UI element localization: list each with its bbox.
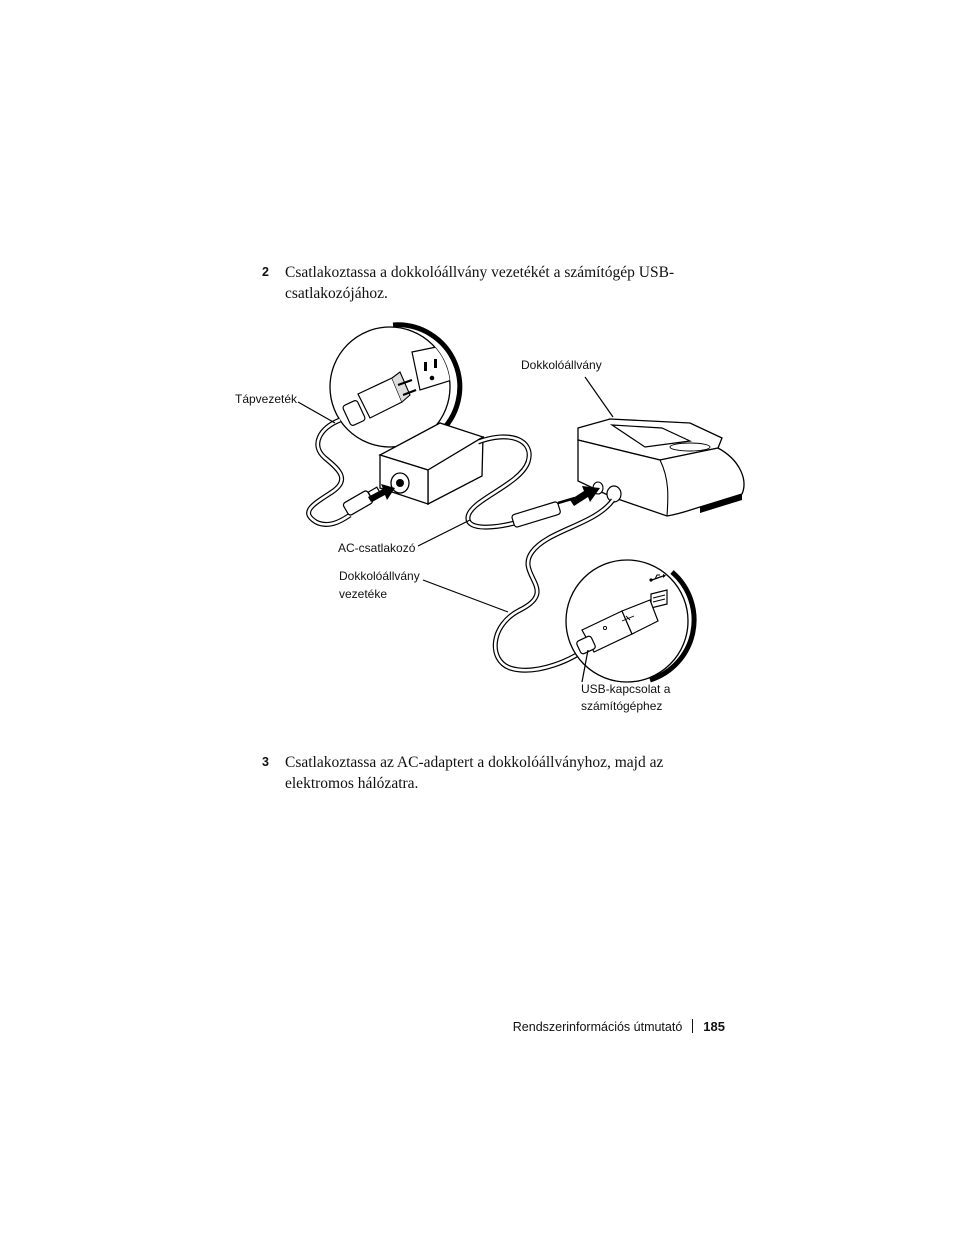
docking-stand (578, 419, 744, 516)
step-3 (262, 752, 682, 794)
callout-dock-cable-line1: Dokkolóállvány (339, 569, 420, 583)
dc-plug (511, 498, 575, 528)
insert-arrow-dock (570, 486, 600, 506)
callout-dock-cable-line2: vezetéke (339, 587, 388, 601)
callout-ac-connector: AC-csatlakozó (338, 541, 416, 555)
page-footer (460, 1019, 725, 1034)
callout-usb-line1: USB-kapcsolat a (581, 682, 671, 696)
callout-power-cord: Tápvezeték (235, 392, 298, 406)
power-cord (309, 420, 350, 524)
callout-usb-line2: számítógéphez (581, 699, 663, 713)
step-number: 2 (262, 265, 269, 279)
step-text: Csatlakoztassa a dokkolóállvány vezetékét a számítógép USB-csatlakozójához. (285, 264, 675, 302)
footer-title: Rendszerinformációs útmutató (512, 1020, 683, 1034)
step-number: 3 (262, 755, 269, 769)
footer-separator (692, 1019, 693, 1033)
power-cord-plug (342, 487, 381, 516)
callout-dock: Dokkolóállvány (521, 358, 602, 372)
step-text: Csatlakoztassa az AC-adaptert a dokkolóállványhoz, majd az elektromos hálózatra. (285, 754, 664, 792)
page-number: 185 (703, 1019, 725, 1034)
